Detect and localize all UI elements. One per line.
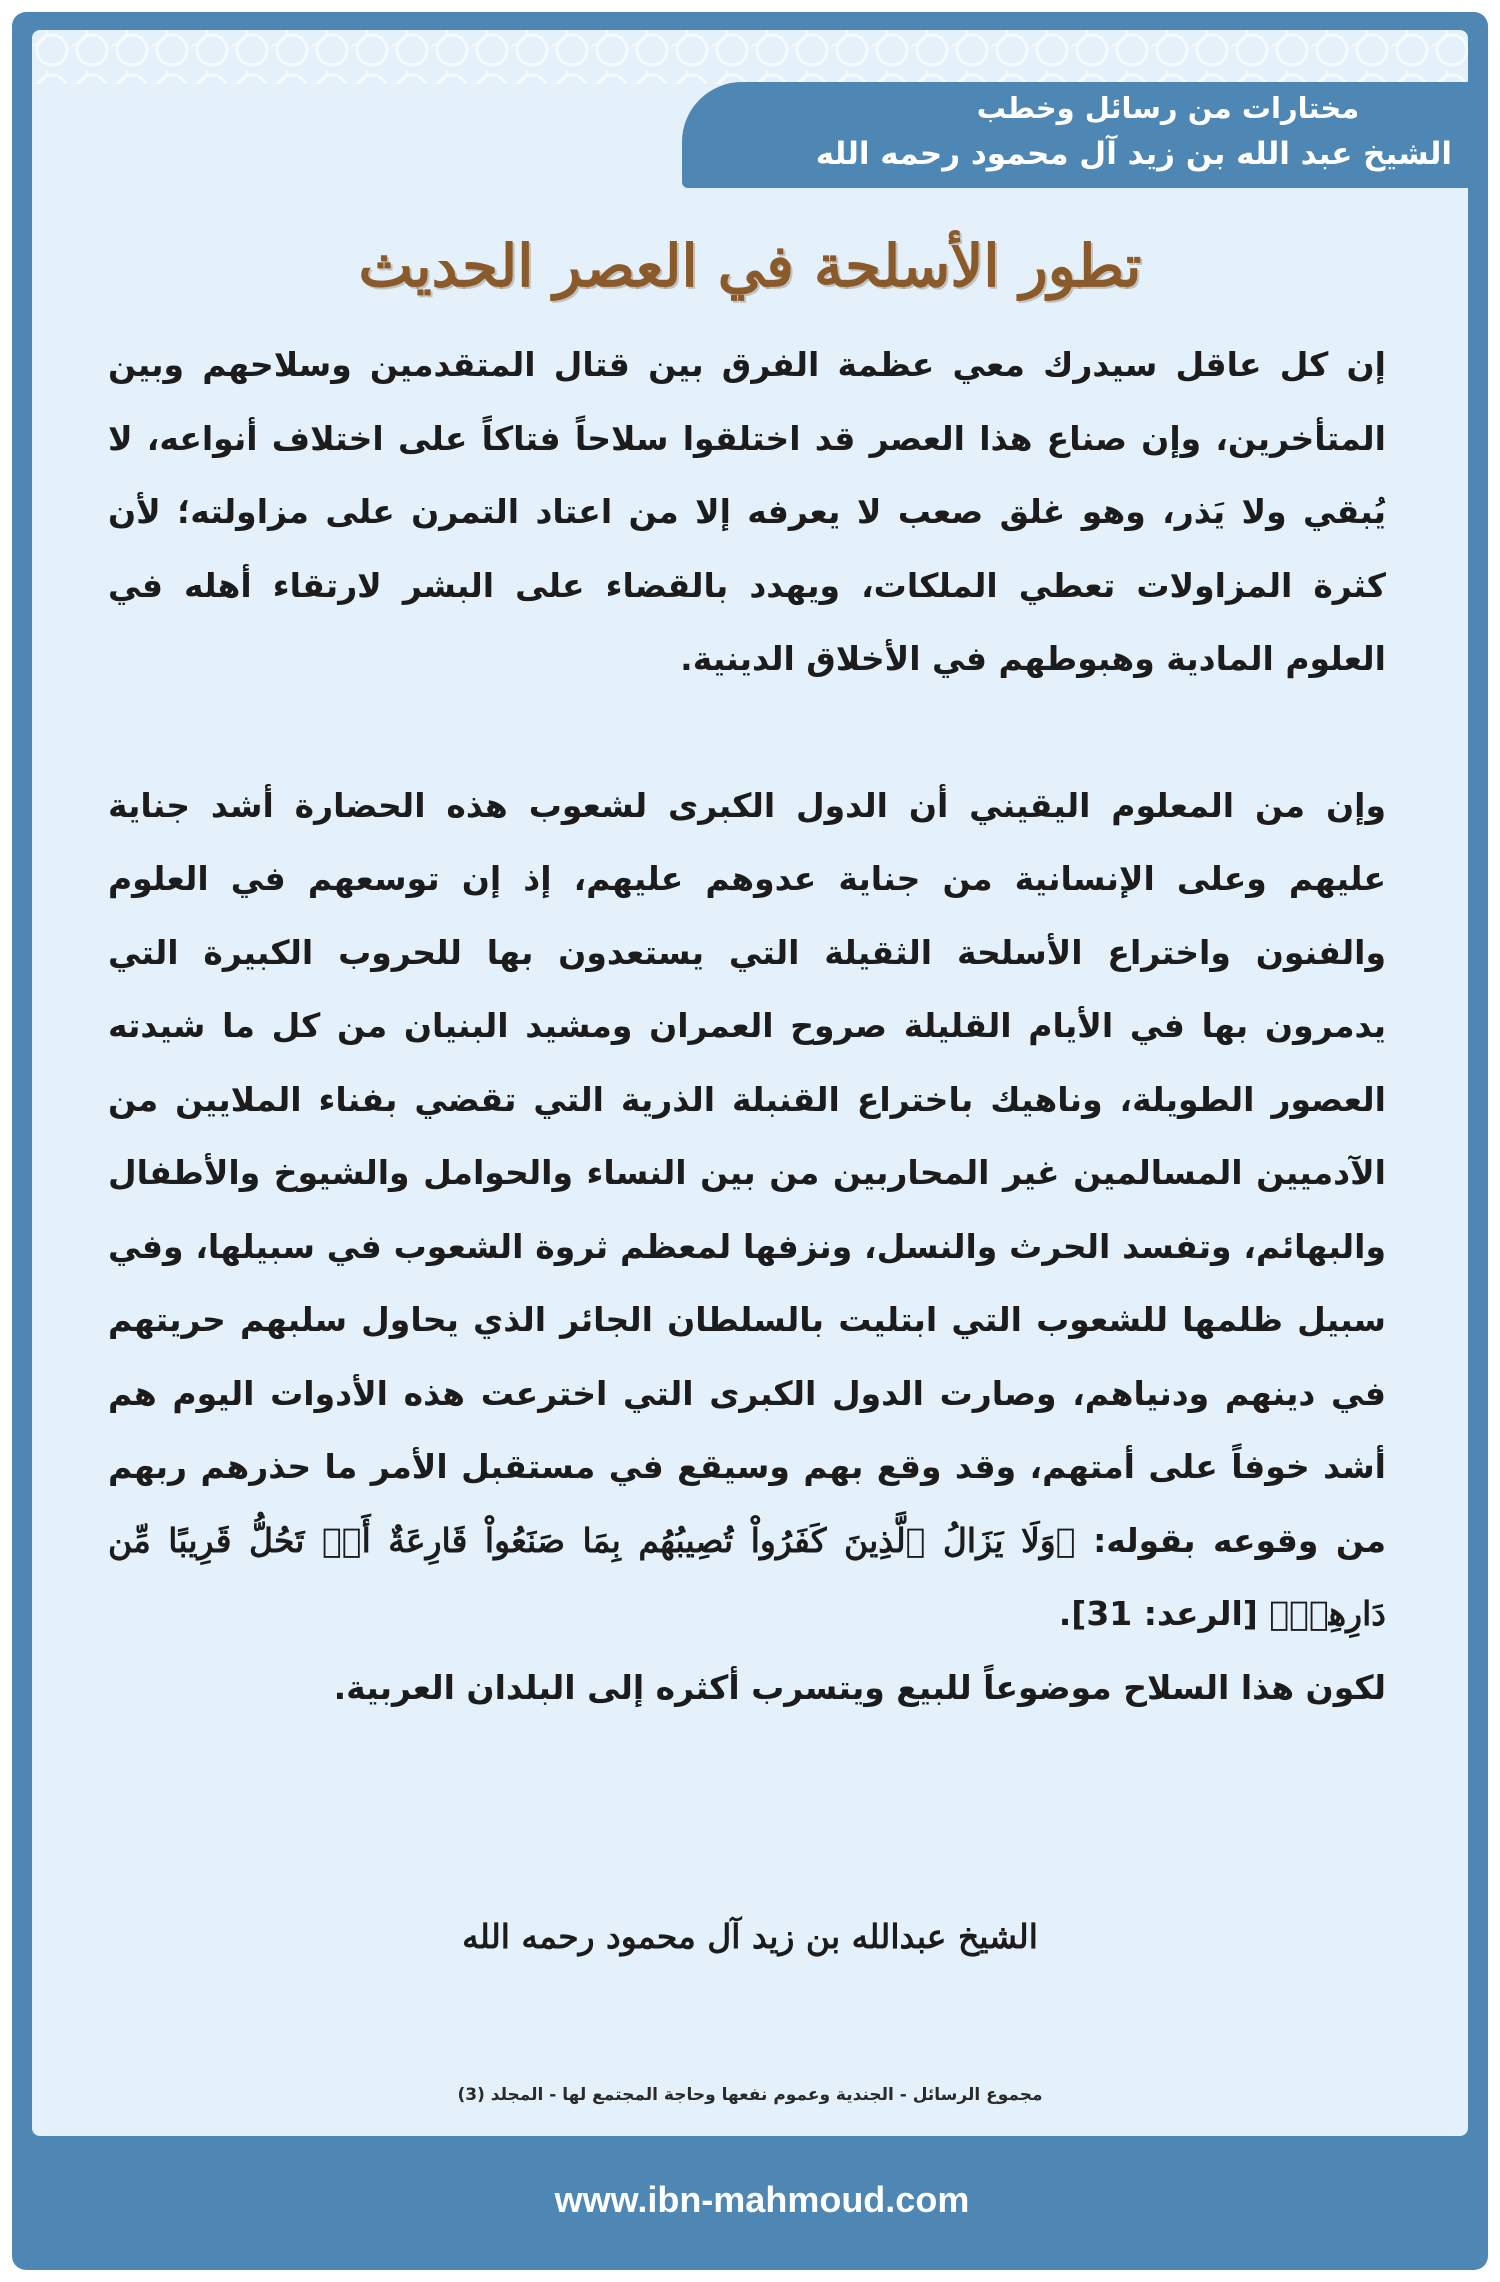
article-body — [108, 328, 1386, 1724]
verse-reference: [الرعد: 31]. — [1058, 1594, 1258, 1633]
paragraph-2 — [108, 769, 1386, 1651]
paragraph-1: إن كل عاقل سيدرك معي عظمة الفرق بين قتال المتقدمين وسلاحهم وبين المتأخرين، وإن صناع هذا العصر قد اختلقوا سلاحاً فتاكاً على اختلاف أنواعه، لا يُبقي ولا يَذر، وهو غلق صعب لا يعرفه إلا من اعتاد التمرن على مزاولته؛ لأن كثرة المزاولات تعطي الملكات، ويهدد بالقضاء على البشر لارتقاء أهله في العلوم المادية وهبوطهم في الأخلاق الدينية. — [108, 345, 1386, 678]
page-frame — [12, 12, 1488, 2270]
source-citation: مجموع الرسائل - الجندية وعموم نفعها وحاجة المجتمع لها - المجلد (3) — [457, 2085, 1043, 2105]
website-link[interactable]: www.ibn-mahmoud.com — [554, 2179, 970, 2220]
author-signature: الشيخ عبدالله بن زيد آل محمود رحمه الله — [462, 1917, 1038, 1956]
content-panel — [32, 30, 1468, 2136]
series-header — [682, 82, 1468, 188]
paragraph-gap — [108, 696, 1386, 769]
closing-sentence: لكون هذا السلاح موضوعاً للبيع ويتسرب أكثره إلى البلدان العربية. — [333, 1667, 1386, 1707]
author-heading: الشيخ عبد الله بن زيد آل محمود رحمه الله — [815, 136, 1452, 172]
decorative-pattern — [32, 30, 1468, 84]
article-title: تطور الأسلحة في العصر الحديث — [358, 232, 1142, 300]
paragraph-2-text: وإن من المعلوم اليقيني أن الدول الكبرى لشعوب هذه الحضارة أشد جناية عليهم وعلى الإنسانية من جناية عدوهم عليهم، إذ إن توسعهم في العلوم والفنون واختراع الأسلحة الثقيلة التي يستعدون بها للحروب الكبيرة التي يدمرون بها في الأيام القليلة صروح العمران ومشيد البنيان من كل ما شيدته العصور الطويلة، وناهيك باختراع القنبلة الذرية التي تقضي بفناء الملايين من الآدميين المسالمين غير المحاربين من بين النساء والحوامل والشيوخ والأطفال والبهائم، وتفسد الحرث والنسل، ونزفها لمعظم ثروة الشعوب في سبيلها، وفي سبيل ظلمها للشعوب التي ابتليت بالسلطان الجائر الذي يحاول سلبهم حريتهم في دينهم ودنياهم، وصارت الدول الكبرى التي اخترعت هذه الأدوات اليوم هم أشد خوفاً على أمتهم، وقد وقع بهم وسيقع في مستقبل الأمر ما حذرهم ربهم من وقوعه بقوله: — [108, 785, 1386, 1560]
series-title: مختارات من رسائل وخطب — [976, 91, 1360, 125]
quran-verse: ﴿وَلَا يَزَالُ ٱلَّذِينَ كَفَرُواْ تُصِيبُهُم بِمَا صَنَعُواْ قَارِعَةٌ أَوۡ تَحُلُّ قَرِيبًا مِّن دَارِهِمۡ﴾ — [108, 1520, 1386, 1633]
